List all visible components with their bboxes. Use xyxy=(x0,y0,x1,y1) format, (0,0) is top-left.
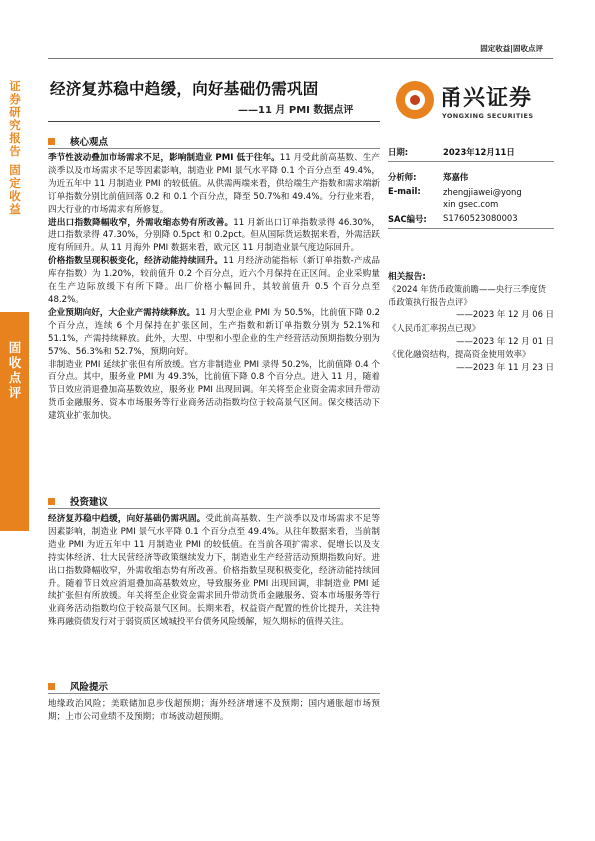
side-char: 研 xyxy=(9,105,21,119)
side-char: 收 xyxy=(8,355,22,370)
logo-english-name: YONGXING SECURITIES xyxy=(442,112,534,120)
company-logo xyxy=(396,78,556,124)
side-char: 固 xyxy=(8,340,22,355)
related-report-item[interactable]: 《优化融资结构，提高资金使用效率》 ——2023 年 11 月 23 日 xyxy=(388,349,554,372)
top-divider xyxy=(48,58,553,59)
side-char: 券 xyxy=(9,92,21,106)
sac-row: SAC编号: S1760523080003 xyxy=(388,213,518,224)
related-report-item[interactable]: 《2024 年货币政策前瞻——央行三季度货币政策执行报告点评》 ——2023 年 12 月 06 日 xyxy=(388,284,554,319)
side-char: 告 xyxy=(9,144,21,158)
square-bullet-icon xyxy=(48,498,55,505)
date-row: 日期: 2023年12月11日 xyxy=(388,147,515,157)
risk-body xyxy=(48,698,380,724)
section-heading-core: 核心观点 xyxy=(48,134,108,148)
paragraph: 价格指数呈现积极变化，经济动能持续回升。11 月经济动能指标（新订单指数-产成品库存指数）为 1.20%，较前值升 0.2 个百分点，近六个月保持在正区间。企业采购量在生产边际放缓下有所下降。出厂价格小幅回升，其较前值升 0.5 个百分点至 48.2%。 xyxy=(48,256,380,305)
core-views-body xyxy=(48,152,380,423)
square-bullet-icon xyxy=(48,683,55,690)
paragraph: 季节性波动叠加市场需求不足，影响制造业 PMI 低于往年。11 月受此前高基数、生产淡季以及市场需求不足等因素影响，制造业 PMI 景气水平降 0.1 个百分点至 49.4%，为近五年中 11 月制造业 PMI 的较低值。从供需两端来看，供给端生产指数和需求端新订单指数分别比前值回落 0.2 和 0.1 个百分点，降至 50.7%和 49.4%。分行业来看，四大行业的市场需求有所修复。 xyxy=(48,153,380,215)
related-report-item[interactable]: 《人民币汇率拐点已现》 ——2023 年 12 月 01 日 xyxy=(388,323,554,346)
report-subtitle: ——11 月 PMI 数据点评 xyxy=(238,105,354,116)
logo-mark-icon xyxy=(396,81,434,119)
side-char: 点 xyxy=(8,370,22,385)
side-char: 益 xyxy=(9,202,21,216)
side-label-commentary xyxy=(4,340,26,400)
section-divider xyxy=(48,148,380,149)
side-char: 评 xyxy=(8,385,22,400)
paragraph: 地缘政治风险；美联储加息步伐超预期；海外经济增速不及预期；国内通胀超市场预期；上市公司业绩不及预期；市场波动超预期。 xyxy=(48,699,380,722)
logo-name: 甬兴证券 xyxy=(440,86,533,111)
side-label-research xyxy=(4,80,26,216)
related-reports-heading: 相关报告: xyxy=(388,272,426,282)
title-divider xyxy=(48,121,380,122)
square-bullet-icon xyxy=(48,138,55,145)
side-char: 报 xyxy=(9,131,21,145)
section-divider xyxy=(48,693,380,694)
analyst-row: 分析师: 郑嘉伟 xyxy=(388,172,469,182)
paragraph: 企业预期向好，大企业产需持续释放。11 月大型企业 PMI 为 50.5%，比前值下降 0.2 个百分点，连续 6 个月保持在扩张区间，生产指数和新订单指数分别为 52.1%和 51.1%，产需持续释放。此外，大型、中型和小型企业的生产经营活动预期指数分别为 57%、56.3%和 52.7%，预期向好。 xyxy=(48,307,380,357)
section-heading-advice: 投资建议 xyxy=(48,494,108,508)
info-divider xyxy=(388,228,554,229)
section-divider xyxy=(48,508,380,509)
paragraph: 经济复苏稳中趋缓，向好基础仍需巩固。受此前高基数、生产淡季以及市场需求不足等因素影响，制造业 PMI 景气水平降 0.1 个百分点至 49.4%。从往年数据来看，当前制造业 PMI 为近五年中 11 月制造业 PMI 的较低值。在当前各项扩需求、促增长以及支持实体经济、壮大民营经济等政策继续发力下，制造业生产经营活动预期指数向好。进出口指数降幅收窄，外需收缩态势有所改善。价格指数呈现积极变化，经济动能持续回升。随着节日效应消退叠加高基数效应，导致服务业 PMI 出现回调，非制造业 PMI 延续扩张但有所放缓。年关将至企业资金需求回升带动货币金融服务、资本市场服务等行业商务活动指数均位于较高景气区间。长期来看，权益资产配置的性价比提升，关注特殊再融资债发行对于弱资质区域城投平台债务风险缓解，短久期标的值得关注。 xyxy=(48,514,380,628)
email-row: E-mail: zhengjiawei@yongxin gsec.com xyxy=(388,186,522,209)
side-char: 究 xyxy=(9,118,21,132)
side-char: 定 xyxy=(9,176,21,190)
investment-advice-body xyxy=(48,513,380,629)
side-char: 固 xyxy=(9,163,21,177)
section-heading-risk: 风险提示 xyxy=(48,679,108,693)
paragraph: 非制造业 PMI 延续扩张但有所放缓。官方非制造业 PMI 录得 50.2%，比前值降 0.4 个百分点。其中，服务业 PMI 为 49.3%，比前值下降 0.8 个百分点。进入 11 月，随着节日效应消退叠加高基数效应，服务业 PMI 出现回调。年关将至企业资金需求回升带动货币金融服务、资本市场服务等行业商务活动指数均位于较高景气区间。保交楼活动下建筑业扩张加快。 xyxy=(48,359,380,422)
report-title: 经济复苏稳中趋缓，向好基础仍需巩固 xyxy=(50,80,319,98)
report-category-tag: 固定收益|固收点评 xyxy=(480,44,543,53)
info-divider xyxy=(388,161,554,162)
paragraph: 进出口指数降幅收窄，外需收缩态势有所改善。11 月新出口订单指数录得 46.30%，进口指数录得 47.30%，分别降 0.5pct 和 0.2pct。但从国际货运数据来看，外需活跃度有所回升。从 11 月海外 PMI 数据来看，欧元区 11 月制造业景气度边际回升。 xyxy=(48,217,380,254)
email-link[interactable]: zhengjiawei@yongxin gsec.com xyxy=(443,187,522,209)
side-char: 证 xyxy=(9,79,21,93)
side-char: 收 xyxy=(9,189,21,203)
